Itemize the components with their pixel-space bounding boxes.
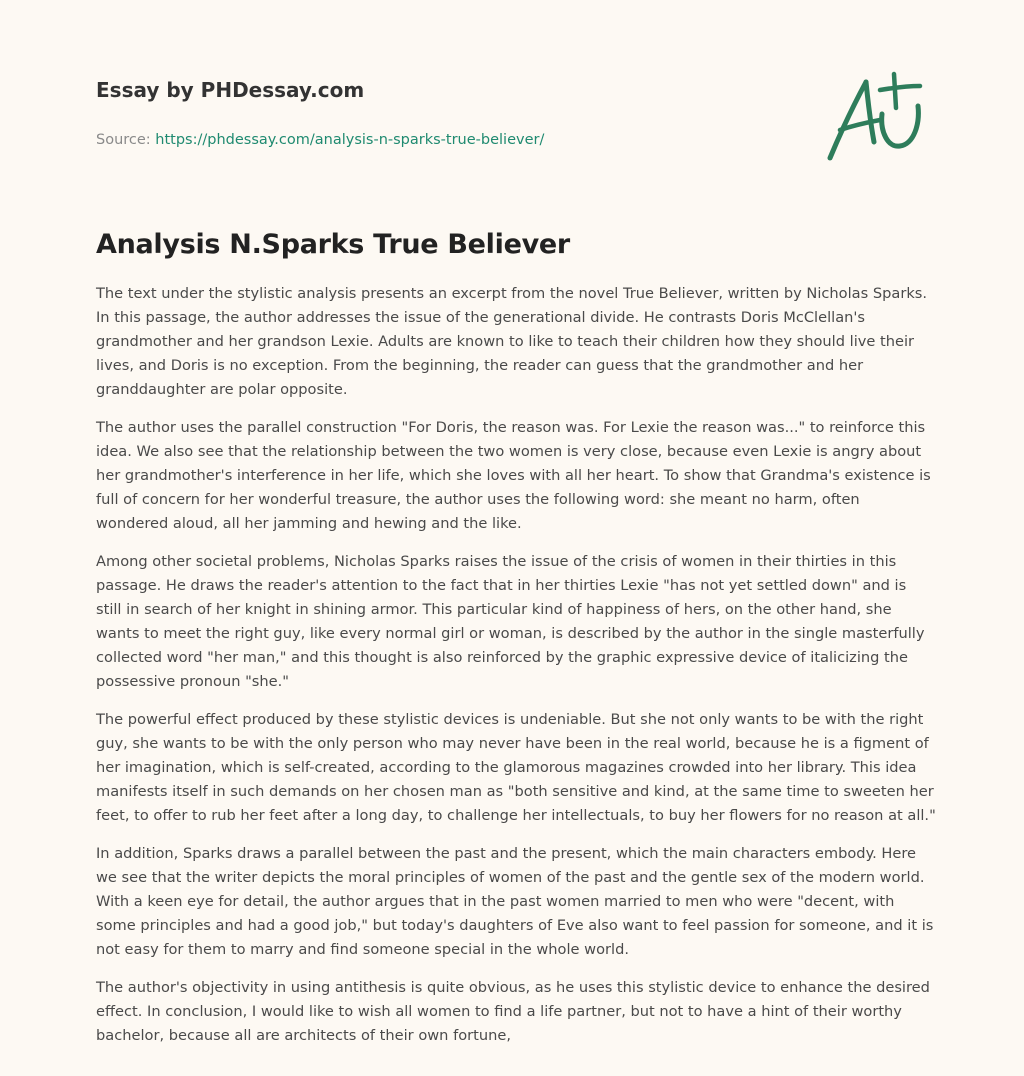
a-plus-logo-icon [822,68,930,164]
source-link[interactable]: https://phdessay.com/analysis-n-sparks-true-believer/ [155,132,545,148]
article-title: Analysis N.Sparks True Believer [96,229,570,260]
source-label: Source: [96,132,151,148]
article-paragraph: The text under the stylistic analysis presents an excerpt from the novel True Believer, written by Nicholas Sparks. In this passage, the author addresses the issue of the generational divide. He contrasts Doris McClellan's grandmother and her grandson Lexie. Adults are known to like to teach their children how they should live their lives, and Doris is no exception. From the beginning, the reader can guess that the grandmother and her granddaughter are polar opposite. [96,285,928,398]
site-header [96,76,716,150]
article-paragraph: The author's objectivity in using antithesis is quite obvious, as he uses this stylistic device to enhance the desired effect. In conclusion, I would like to wish all women to find a life partner, but not to have a hint of their worthy bachelor, because all are architects of their own fortune, [96,979,930,1044]
source-line [96,130,716,150]
article-paragraph: Among other societal problems, Nicholas Sparks raises the issue of the crisis of women in their thirties in this passage. He draws the reader's attention to the fact that in her thirties Lexie "has not yet settled down" and is still in search of her knight in shining armor. This particular kind of happiness of hers, on the other hand, she wants to meet the right guy, like every normal girl or woman, is described by the author in the single masterfully collected word "her man," and this thought is also reinforced by the graphic expressive device of italicizing the possessive pronoun "she." [96,553,925,690]
article-paragraph: In addition, Sparks draws a parallel between the past and the present, which the main characters embody. Here we see that the writer depicts the moral principles of women of the past and the gentle sex of the modern world. With a keen eye for detail, the author argues that in the past women married to men who were "decent, with some principles and had a good job," but today's daughters of Eve also want to feel passion for someone, and it is not easy for them to marry and find someone special in the whole world. [96,845,934,958]
article-paragraph: The powerful effect produced by these stylistic devices is undeniable. But she not only wants to be with the right guy, she wants to be with the only person who may never have been in the real world, because he is a figment of her imagination, which is self-created, according to the glamorous magazines crowded into her library. This idea manifests itself in such demands on her chosen man as "both sensitive and kind, at the same time to sweeten her feet, to offer to rub her feet after a long day, to challenge her intellectuals, to buy her flowers for no reason at all." [96,711,936,824]
article [96,226,936,1062]
site-title: Essay by PHDessay.com [96,78,365,102]
article-paragraph: The author uses the parallel construction "For Doris, the reason was. For Lexie the reason was..." to reinforce this idea. We also see that the relationship between the two women is very close, because even Lexie is angry about her grandmother's interference in her life, which she loves with all her heart. To show that Grandma's existence is full of concern for her wonderful treasure, the author uses the following word: she meant no harm, often wondered aloud, all her jamming and hewing and the like. [96,419,931,532]
